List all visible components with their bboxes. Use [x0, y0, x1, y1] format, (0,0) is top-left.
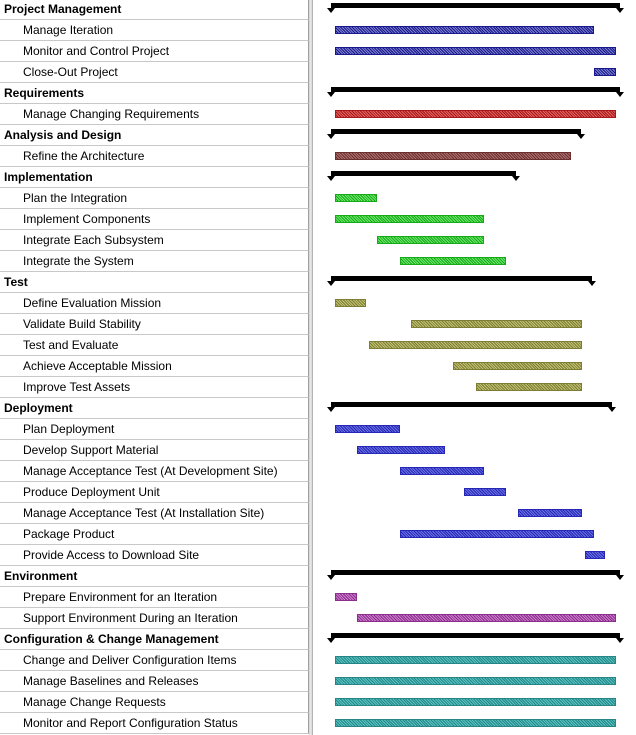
task-bar[interactable]	[453, 362, 582, 370]
task-name: Package Product	[0, 524, 309, 545]
group-row[interactable]	[0, 272, 636, 293]
task-name: Monitor and Report Configuration Status	[0, 713, 309, 734]
summary-bar[interactable]	[331, 276, 592, 281]
group-row[interactable]	[0, 167, 636, 188]
task-bar[interactable]	[369, 341, 583, 349]
task-name: Manage Acceptance Test (At Installation Site)	[0, 503, 309, 524]
task-row[interactable]	[0, 41, 636, 62]
group-name: Test	[0, 272, 309, 293]
task-row[interactable]	[0, 20, 636, 41]
task-bar[interactable]	[335, 299, 366, 307]
task-row[interactable]	[0, 314, 636, 335]
task-bar[interactable]	[335, 593, 357, 601]
task-bar[interactable]	[335, 677, 616, 685]
task-row[interactable]	[0, 440, 636, 461]
task-row[interactable]	[0, 587, 636, 608]
task-bar[interactable]	[335, 719, 616, 727]
task-name: Implement Components	[0, 209, 309, 230]
summary-bar[interactable]	[331, 570, 620, 575]
task-row[interactable]	[0, 461, 636, 482]
task-name: Test and Evaluate	[0, 335, 309, 356]
task-name: Close-Out Project	[0, 62, 309, 83]
task-row[interactable]	[0, 335, 636, 356]
task-row[interactable]	[0, 377, 636, 398]
task-name: Validate Build Stability	[0, 314, 309, 335]
task-bar[interactable]	[335, 425, 400, 433]
task-row[interactable]	[0, 524, 636, 545]
summary-bar[interactable]	[331, 402, 612, 407]
summary-bar[interactable]	[331, 3, 620, 8]
group-name: Project Management	[0, 0, 309, 20]
task-row[interactable]	[0, 209, 636, 230]
task-bar[interactable]	[400, 467, 484, 475]
task-name: Prepare Environment for an Iteration	[0, 587, 309, 608]
task-name: Manage Baselines and Releases	[0, 671, 309, 692]
task-bar[interactable]	[377, 236, 484, 244]
task-row[interactable]	[0, 608, 636, 629]
task-name: Monitor and Control Project	[0, 41, 309, 62]
task-row[interactable]	[0, 251, 636, 272]
task-name: Define Evaluation Mission	[0, 293, 309, 314]
group-name: Analysis and Design	[0, 125, 309, 146]
task-row[interactable]	[0, 188, 636, 209]
summary-bar[interactable]	[331, 129, 581, 134]
task-bar[interactable]	[400, 530, 594, 538]
task-name: Improve Test Assets	[0, 377, 309, 398]
task-name: Plan the Integration	[0, 188, 309, 209]
task-row[interactable]	[0, 104, 636, 125]
task-bar[interactable]	[476, 383, 583, 391]
task-bar[interactable]	[335, 26, 594, 34]
group-row[interactable]	[0, 566, 636, 587]
task-bar[interactable]	[335, 698, 616, 706]
task-row[interactable]	[0, 230, 636, 251]
task-name: Manage Change Requests	[0, 692, 309, 713]
task-bar[interactable]	[335, 110, 616, 118]
group-row[interactable]	[0, 398, 636, 419]
task-row[interactable]	[0, 293, 636, 314]
task-name: Manage Acceptance Test (At Development Site)	[0, 461, 309, 482]
task-name: Support Environment During an Iteration	[0, 608, 309, 629]
group-row[interactable]	[0, 125, 636, 146]
task-name: Integrate Each Subsystem	[0, 230, 309, 251]
summary-bar[interactable]	[331, 633, 620, 638]
task-row[interactable]	[0, 713, 636, 734]
task-bar[interactable]	[464, 488, 506, 496]
task-bar[interactable]	[411, 320, 582, 328]
task-name: Change and Deliver Configuration Items	[0, 650, 309, 671]
task-bar[interactable]	[335, 47, 616, 55]
task-row[interactable]	[0, 692, 636, 713]
task-name: Integrate the System	[0, 251, 309, 272]
group-row[interactable]	[0, 83, 636, 104]
task-row[interactable]	[0, 503, 636, 524]
pane-splitter[interactable]	[309, 0, 313, 735]
group-name: Configuration & Change Management	[0, 629, 309, 650]
group-name: Implementation	[0, 167, 309, 188]
group-name: Requirements	[0, 83, 309, 104]
task-row[interactable]	[0, 671, 636, 692]
task-bar[interactable]	[335, 152, 571, 160]
task-row[interactable]	[0, 545, 636, 566]
task-bar[interactable]	[585, 551, 605, 559]
task-bar[interactable]	[400, 257, 507, 265]
summary-bar[interactable]	[331, 171, 516, 176]
group-row[interactable]	[0, 0, 636, 20]
task-bar[interactable]	[335, 194, 377, 202]
task-row[interactable]	[0, 482, 636, 503]
summary-bar[interactable]	[331, 87, 620, 92]
task-name: Produce Deployment Unit	[0, 482, 309, 503]
group-name: Deployment	[0, 398, 309, 419]
task-name: Manage Iteration	[0, 20, 309, 41]
task-name: Refine the Architecture	[0, 146, 309, 167]
task-name: Develop Support Material	[0, 440, 309, 461]
task-bar[interactable]	[594, 68, 616, 76]
group-row[interactable]	[0, 629, 636, 650]
task-row[interactable]	[0, 62, 636, 83]
task-row[interactable]	[0, 146, 636, 167]
task-name: Plan Deployment	[0, 419, 309, 440]
task-bar[interactable]	[335, 215, 484, 223]
task-name: Achieve Acceptable Mission	[0, 356, 309, 377]
task-row[interactable]	[0, 419, 636, 440]
task-bar[interactable]	[335, 656, 616, 664]
task-bar[interactable]	[518, 509, 583, 517]
task-row[interactable]	[0, 356, 636, 377]
group-name: Environment	[0, 566, 309, 587]
task-row[interactable]	[0, 650, 636, 671]
task-bar[interactable]	[357, 446, 444, 454]
task-name: Manage Changing Requirements	[0, 104, 309, 125]
task-name: Provide Access to Download Site	[0, 545, 309, 566]
task-bar[interactable]	[357, 614, 616, 622]
